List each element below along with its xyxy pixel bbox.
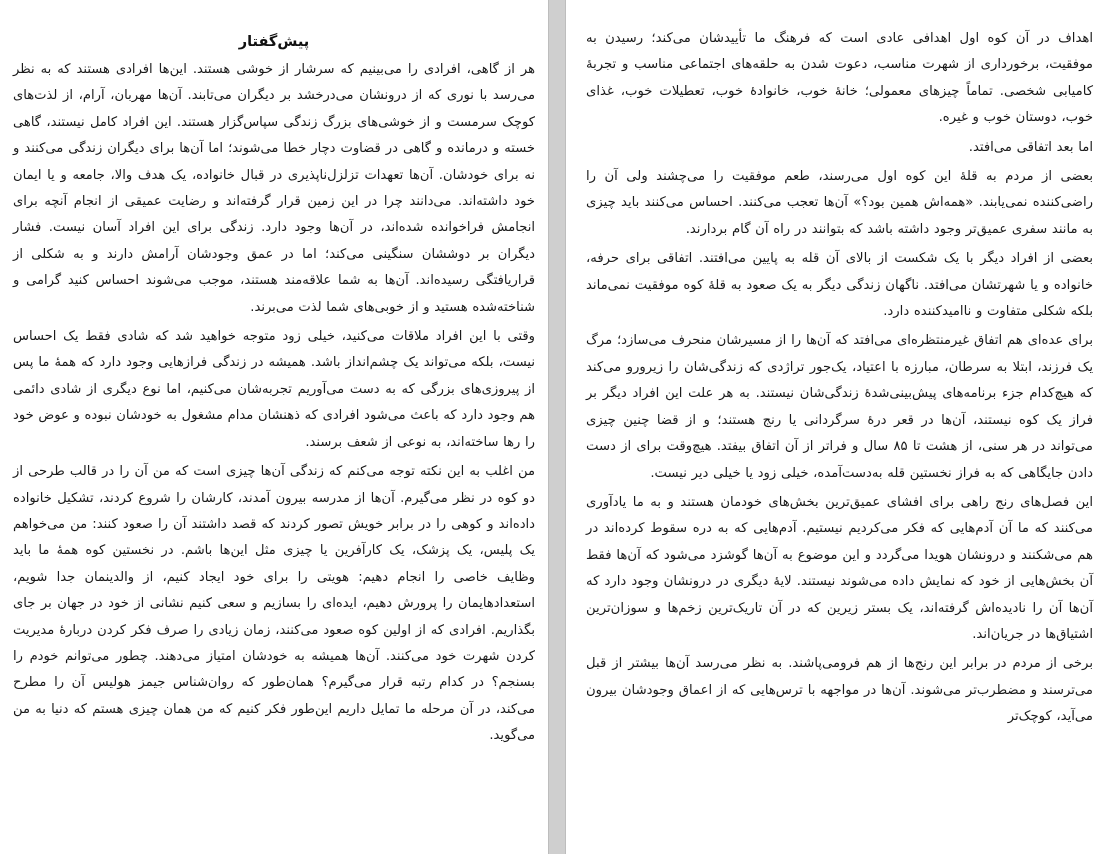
paragraph: هر از گاهی، افرادی را می‌بینیم که سرشار از خوشی هستند. این‌ها افرادی هستند که به نظر می‌رسد با نوری که از درونشان می‌درخشد بر دیگران می‌تابند. آن‌ها مهربان، آرام، از لذت‌های کوچک سرمست و از خوشی‌های بزرگ زندگی سپاس‌گزار هستند. این افراد کامل نیستند، گاهی خسته و درمانده و گاهی در قضاوت دچار خطا می‌شوند؛ اما آن‌ها برای دیگران زندگی می‌کنند و نه برای خودشان. آن‌ها تعهدات تزلزل‌ناپذیری در قبال خانواده، یک هدف والا، جامعه و یا ایمان خود داشته‌اند. می‌دانند چرا در این زمین قرار گرفته‌اند و رضایت عمیقی از انجام آنچه برای انجامش فراخوانده شده‌اند، در آن‌ها وجود دارد. زندگی برای این افراد آسان نیست. فشار دیگران بر دوششان سنگینی می‌کند؛ اما در عمق وجودشان آرامش دارند و به شکلی از قراریافتگی رسیده‌اند. آن‌ها به شما علاقه‌مند هستند، موجب می‌شوند احساس کنید گرامی و شناخته‌شده هستید و از خوبی‌های شما لذت می‌برند.	[13, 62, 535, 315]
paragraph: اما بعد اتفاقی می‌افتد.	[968, 139, 1093, 155]
page-right	[566, 0, 1113, 854]
paragraph: بعضی از افراد دیگر با یک شکست از بالای آن قله به پایین می‌افتند. اتفاقی برای حرفه، خانواده و یا شهرتشان می‌افتد. ناگهان زندگی دیگر به یک صعود به قلهٔ کوه موفقیت نمی‌ماند بلکه شکلی متفاوت و ناامیدکننده دارد.	[586, 251, 1093, 320]
paragraph: برخی از مردم در برابر این رنج‌ها از هم فرومی‌پاشند. به نظر می‌رسد آن‌ها بیشتر از قبل می‌ترسند و مضطرب‌تر می‌شوند. آن‌ها در مواجهه با ترس‌هایی که از اعماق وجودشان بیرون می‌آید، کوچک‌تر	[586, 656, 1093, 725]
paragraph: وقتی با این افراد ملاقات می‌کنید، خیلی زود متوجه خواهید شد که شادی فقط یک احساس نیست، بلکه می‌تواند یک چشم‌انداز باشد. همیشه در زندگی فرازهایی وجود دارد که همهٔ ما پس از پیروزی‌های بزرگی که به دست می‌آوریم تجربه‌شان می‌کنیم، اما نوع دیگری از شادی دائمی هم وجود دارد که باعث می‌شود افرادی که ذهنشان مدام مشغول به خودشان نبوده و عوض خود را رها ساخته‌اند، به نوعی از شعف برسند.	[13, 329, 535, 450]
page-left	[0, 0, 548, 854]
page-title: پیش‌گفتار	[238, 34, 310, 50]
paragraph: این فصل‌های رنج راهی برای افشای عمیق‌ترین بخش‌های خودمان هستند و به ما یادآوری می‌کنند که ما آن آدم‌هایی که فکر می‌کردیم نیستیم. آدم‌هایی که به دره سقوط کرده‌اند در هم می‌شکنند و درونشان هویدا می‌گردد و این موضوع به آن‌ها گوشزد می‌شود که آن‌ها فقط آن بخش‌هایی از خود که نمایش داده می‌شوند نیستند. لایهٔ دیگری در درونشان وجود دارد که آن‌ها آن را نادیده‌اش گرفته‌اند، یک بستر زیرین که در آن تاریک‌ترین زخم‌ها و سوزان‌ترین اشتیاق‌ها در جریان‌اند.	[586, 494, 1093, 642]
paragraph: اهداف در آن کوه اول اهدافی عادی است که فرهنگ ما تأییدشان می‌کند؛ رسیدن به موفقیت، برخورداری از شهرت مناسب، دعوت شدن به حلقه‌های اجتماعی مناسب و تجربهٔ کامیابی شخصی. تماماً چیزهای معمولی؛ خانهٔ خوب، خانوادهٔ خوب، تعطیلات خوب، غذای خوب، دوستان خوب و غیره.	[586, 31, 1093, 126]
paragraph: بعضی از مردم به قلهٔ این کوه اول می‌رسند، طعم موفقیت را می‌چشند ولی آن را راضی‌کننده نمی‌یابند. «همه‌اش همین بود؟» آن‌ها تعجب می‌کنند. احساس می‌کنند باید چیزی به مانند سفری عمیق‌تر وجود داشته باشد که بتوانند در راه آن گام بردارند.	[586, 169, 1093, 237]
paragraph: من اغلب به این نکته توجه می‌کنم که زندگی آن‌ها چیزی است که من آن را در قالب طرحی از دو کوه در نظر می‌گیرم. آن‌ها از مدرسه بیرون آمدند، کارشان را شروع کردند، تشکیل خانواده داده‌اند و کوهی را در برابر خویش تصور کردند که قصد داشتند آن را صعود کنند: من می‌خواهم یک پلیس، یک پزشک، یک کارآفرین یا چیزی مثل این‌ها باشم. در نخستین کوه همهٔ ما باید وظایف خاصی را انجام دهیم: هویتی را برای خود ایجاد کنیم، از والدینمان جدا شویم، استعدادهایمان را پرورش دهیم، ایده‌ای را بسازیم و سعی کنیم نشانی از خود در جهان بر جای بگذاریم. افرادی که از اولین کوه صعود می‌کنند، زمان زیادی را صرف فکر کردن دربارهٔ مدیریت کردن شهرت خود می‌کنند. آن‌ها همیشه به خودشان امتیاز می‌دهند. چطور می‌توانم خودم را بسنجم؟ در کدام رتبه قرار می‌گیرم؟ همان‌طور که روان‌شناس جیمز هولیس آن را مطرح می‌کند، در آن مرحله ما تمایل داریم این‌طور فکر کنیم که من همان چیزی هستم که دنیا به من می‌گوید.	[13, 464, 535, 744]
paragraph: برای عده‌ای هم اتفاق غیرمنتظره‌ای می‌افتد که آن‌ها را از مسیرشان منحرف می‌سازد؛ مرگ یک فرزند، ابتلا به سرطان، مبارزه با اعتیاد، یک‌جور تراژدی که زندگی‌شان را زیرورو می‌کند که هیچ‌کدام جزء برنامه‌های پیش‌بینی‌شدهٔ زندگی‌شان نیستند. به هر علت این افراد دیگر بر فراز یک کوه نیستند، آن‌ها در قعر درهٔ سرگردانی یا رنج هستند؛ و از قضا چنین چیزی می‌تواند در هر سنی، از هشت تا ۸۵ سال و فراتر از آن اتفاق بیفتد. هیچ‌وقت برای از دست دادن جایگاهی که به فراز نخستین قله به‌دست‌آمده، خیلی زود یا خیلی دیر نیست.	[586, 333, 1093, 481]
page-gutter	[548, 0, 566, 854]
